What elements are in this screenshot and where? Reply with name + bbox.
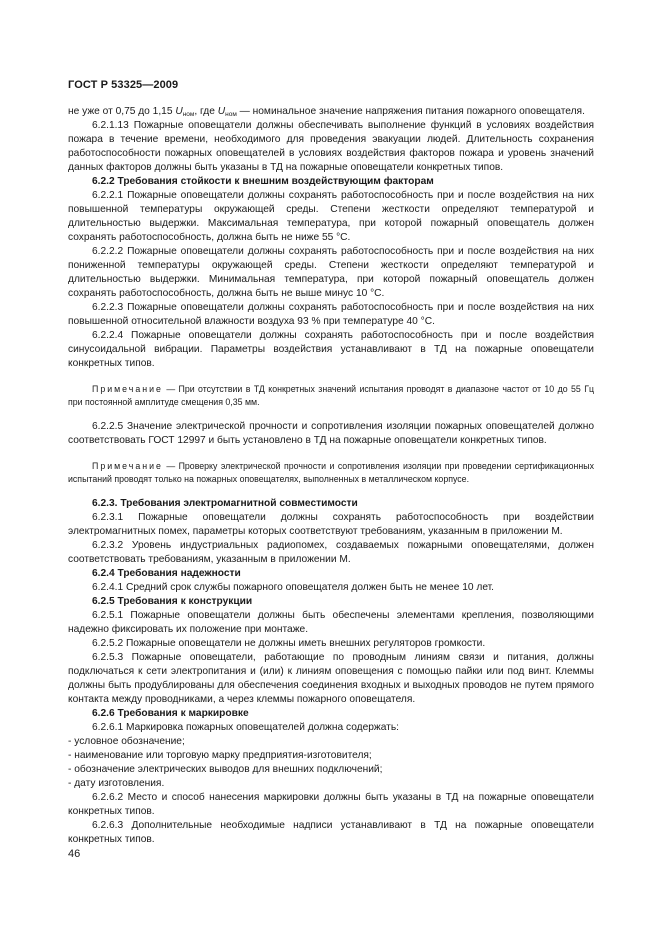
paragraph-6-2-6-3: 6.2.6.3 Дополнительные необходимые надписи устанавливают в ТД на пожарные оповещатели конкретных типов.	[68, 820, 594, 845]
heading-6-2-3: 6.2.3. Требования электромагнитной совместимости	[92, 498, 358, 509]
intro-symbol-u1: U	[175, 106, 183, 117]
note-1	[68, 383, 594, 408]
list-item: - условное обозначение;	[68, 736, 185, 747]
paragraph-6-2-5-2: 6.2.5.2 Пожарные оповещатели не должны иметь внешних регуляторов громкости.	[92, 638, 486, 649]
paragraph-6-2-3-1: 6.2.3.1 Пожарные оповещатели должны сохранять работоспособность при воздействии электромагнитных помех, параметры которых соответствуют требованиям, указанным в приложении М.	[68, 512, 594, 537]
heading-6-2-4: 6.2.4 Требования надежности	[92, 568, 241, 579]
paragraph-6-2-3-2: 6.2.3.2 Уровень индустриальных радиопомех, создаваемых пожарными оповещателями, должен соответствовать требованиям, указанным в приложении М.	[68, 540, 594, 565]
document-body	[68, 105, 594, 847]
paragraph-6-2-4-1: 6.2.4.1 Средний срок службы пожарного оповещателя должен быть не менее 10 лет.	[92, 582, 495, 593]
intro-subscript-1: ном	[182, 111, 195, 118]
paragraph-6-2-6-2: 6.2.6.2 Место и способ нанесения маркировки должны быть указаны в ТД на пожарные оповещатели конкретных типов.	[68, 792, 594, 817]
paragraph-6-2-2-3: 6.2.2.3 Пожарные оповещатели должны сохранять работоспособность при и после воздействия на них повышенной относительной влажности воздуха 93 % при температуре 40 °С.	[68, 302, 594, 327]
heading-6-2-2: 6.2.2 Требования стойкости к внешним воздействующим факторам	[92, 176, 434, 187]
intro-text-b: , где	[194, 106, 218, 117]
note-1-label: Примечание	[92, 384, 163, 394]
heading-6-2-5: 6.2.5 Требования к конструкции	[92, 596, 253, 607]
paragraph-6-2-6-1: 6.2.6.1 Маркировка пожарных оповещателей должна содержать:	[92, 722, 399, 733]
paragraph-6-2-5-3: 6.2.5.3 Пожарные оповещатели, работающие по проводным линиям связи и питания, должны подключаться к сети электропитания и (или) к линиям оповещения с помощью пайки или под винт. Клеммы должны быть продублированы для обеспечения соединения входных и выходных проводов не путем прямого контакта между проводниками, а через клеммы пожарного оповещателя.	[68, 652, 594, 705]
list-item: - дату изготовления.	[68, 778, 165, 789]
paragraph-6-2-2-1: 6.2.2.1 Пожарные оповещатели должны сохранять работоспособность при и после воздействия на них повышенной температуры окружающей среды. Степени жесткости определяют температурой и длительностью выдержки. Максимальная температура, при которой пожарный оповещатель должен сохранять работоспособность, должна быть не ниже 55 °С.	[68, 190, 594, 243]
paragraph-6-2-2-2: 6.2.2.2 Пожарные оповещатели должны сохранять работоспособность при и после воздействия на них пониженной температуры окружающей среды. Степени жесткости определяют температурой и длительностью выдержки. Минимальная температура, при которой пожарный оповещатель должен сохранять работоспособность, должна быть не выше минус 10 °С.	[68, 246, 594, 299]
note-1-text: — При отсутствии в ТД конкретных значений испытания проводят в диапазоне частот от 10 до 55 Гц при постоянной амплитуде смещения 0,35 мм.	[68, 384, 594, 407]
list-item: - наименование или торговую марку предприятия-изготовителя;	[68, 750, 372, 761]
paragraph-6-2-2-4: 6.2.2.4 Пожарные оповещатели должны сохранять работоспособность при и после воздействия синусоидальной вибрации. Параметры воздействия устанавливают в ТД на пожарные оповещатели конкретных типов.	[68, 330, 594, 369]
note-2	[68, 460, 594, 485]
list-item: - обозначение электрических выводов для внешних подключений;	[68, 764, 383, 775]
intro-text-c: — номинальное значение напряжения питания пожарного оповещателя.	[236, 106, 585, 117]
paragraph-6-2-1-13: 6.2.1.13 Пожарные оповещатели должны обеспечивать выполнение функций в условиях воздействия пожара в течение времени, необходимого для проведения эвакуации людей. Длительность сохранения работоспособности пожарных оповещателей в условиях воздействия факторов пожара и уровень значений данных факторов должны быть указаны в ТД на пожарные оповещатели конкретных типов.	[68, 120, 594, 173]
page-number: 46	[68, 848, 81, 860]
note-2-label: Примечание	[92, 461, 163, 471]
intro-symbol-u2: U	[217, 106, 226, 117]
heading-6-2-6: 6.2.6 Требования к маркировке	[92, 708, 249, 719]
intro-subscript-2: ном	[225, 111, 237, 118]
document-header: ГОСТ Р 53325—2009	[68, 79, 179, 91]
intro-text-a: не уже от 0,75 до 1,15	[68, 106, 176, 117]
paragraph-6-2-2-5: 6.2.2.5 Значение электрической прочности и сопротивления изоляции пожарных оповещателей должно соответствовать ГОСТ 12997 и быть установлено в ТД на пожарные оповещатели конкретных типов.	[68, 421, 594, 446]
paragraph-6-2-5-1: 6.2.5.1 Пожарные оповещатели должны быть обеспечены элементами крепления, позволяющими надежно фиксировать их положение при монтаже.	[68, 610, 594, 635]
note-2-text: — Проверку электрической прочности и сопротивления изоляции при проведении сертификационных испытаний проводят только на пожарных оповещателях, выполненных в металлическом корпусе.	[68, 461, 594, 484]
paragraph-intro	[68, 105, 594, 119]
